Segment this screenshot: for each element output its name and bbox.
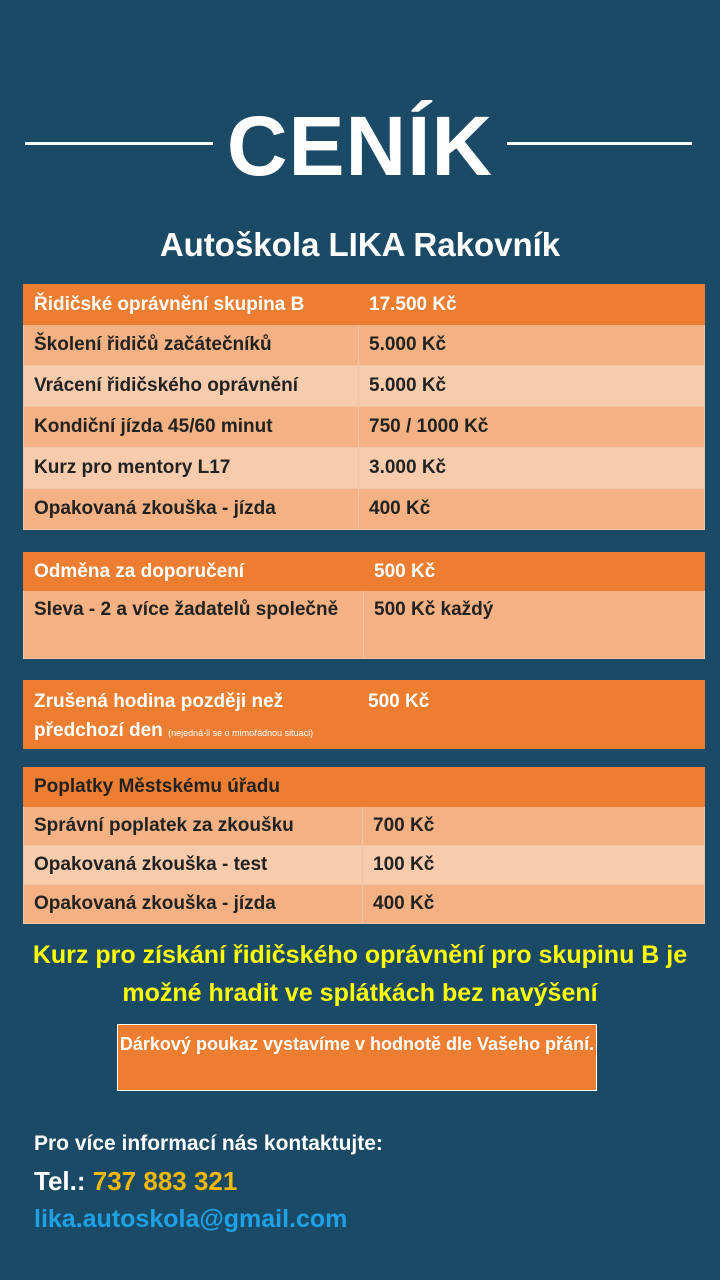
table-row bbox=[24, 489, 705, 530]
row-price: 400 Kč bbox=[363, 885, 705, 924]
table-row bbox=[24, 885, 705, 924]
row-price: 750 / 1000 Kč bbox=[359, 407, 705, 448]
page-subtitle: Autoškola LIKA Rakovník bbox=[159, 226, 561, 263]
title-rule-left bbox=[25, 142, 213, 145]
row-price: 5.000 Kč bbox=[359, 325, 705, 366]
row-price: 500 Kč bbox=[358, 681, 705, 749]
fees-header: Poplatky Městskému úřadu bbox=[24, 768, 705, 807]
row-price: 500 Kč každý bbox=[364, 591, 705, 659]
phone-number[interactable]: 737 883 321 bbox=[92, 1166, 238, 1196]
row-label: Kurz pro mentory L17 bbox=[24, 448, 359, 489]
price-table-main bbox=[23, 284, 705, 530]
row-label: Řidičské oprávnění skupina B bbox=[24, 285, 359, 325]
table-row bbox=[24, 325, 705, 366]
contact-email[interactable]: lika.autoskola@gmail.com bbox=[34, 1205, 348, 1233]
row-price: 700 Kč bbox=[363, 807, 705, 846]
title-rule-right bbox=[507, 142, 692, 145]
row-label bbox=[24, 681, 358, 749]
row-label: Odměna za doporučení bbox=[24, 553, 364, 591]
table-row bbox=[24, 285, 705, 325]
phone-label: Tel.: bbox=[34, 1166, 93, 1196]
table-row bbox=[24, 768, 705, 807]
table-row bbox=[24, 681, 705, 749]
price-table-discounts bbox=[23, 552, 705, 659]
table-row bbox=[24, 407, 705, 448]
row-price: 400 Kč bbox=[359, 489, 705, 530]
row-label: Vrácení řidičského oprávnění bbox=[24, 366, 359, 407]
row-label: Školení řidičů začátečníků bbox=[24, 325, 359, 366]
row-label: Sleva - 2 a více žadatelů společně bbox=[24, 591, 364, 659]
contact-phone bbox=[34, 1166, 237, 1197]
row-label: Správní poplatek za zkoušku bbox=[24, 807, 363, 846]
installment-promo: Kurz pro získání řidičského oprávnění pro skupinu B je možné hradit ve splátkách bez navýšení bbox=[32, 941, 688, 1007]
page-title: CENÍK bbox=[226, 99, 494, 193]
price-table-fees bbox=[23, 767, 705, 924]
row-price: 100 Kč bbox=[363, 846, 705, 885]
price-table-cancellation bbox=[23, 680, 705, 749]
row-price: 17.500 Kč bbox=[359, 285, 705, 325]
row-label: Opakovaná zkouška - test bbox=[24, 846, 363, 885]
table-row bbox=[24, 807, 705, 846]
row-price: 3.000 Kč bbox=[359, 448, 705, 489]
table-row bbox=[24, 846, 705, 885]
gift-voucher-box: Dárkový poukaz vystavíme v hodnotě dle Vašeho přání. bbox=[117, 1024, 597, 1091]
cancellation-note: (nejedná-li se o mimořádnou situaci) bbox=[168, 728, 314, 738]
row-label: Kondiční jízda 45/60 minut bbox=[24, 407, 359, 448]
row-label: Opakovaná zkouška - jízda bbox=[24, 885, 363, 924]
table-row bbox=[24, 591, 705, 659]
table-row bbox=[24, 366, 705, 407]
row-price: 500 Kč bbox=[364, 553, 705, 591]
row-label: Opakovaná zkouška - jízda bbox=[24, 489, 359, 530]
table-row bbox=[24, 553, 705, 591]
row-price: 5.000 Kč bbox=[359, 366, 705, 407]
table-row bbox=[24, 448, 705, 489]
contact-heading: Pro více informací nás kontaktujte: bbox=[34, 1132, 383, 1155]
cancellation-label: Zrušená hodina později než předchozí den bbox=[34, 691, 284, 741]
